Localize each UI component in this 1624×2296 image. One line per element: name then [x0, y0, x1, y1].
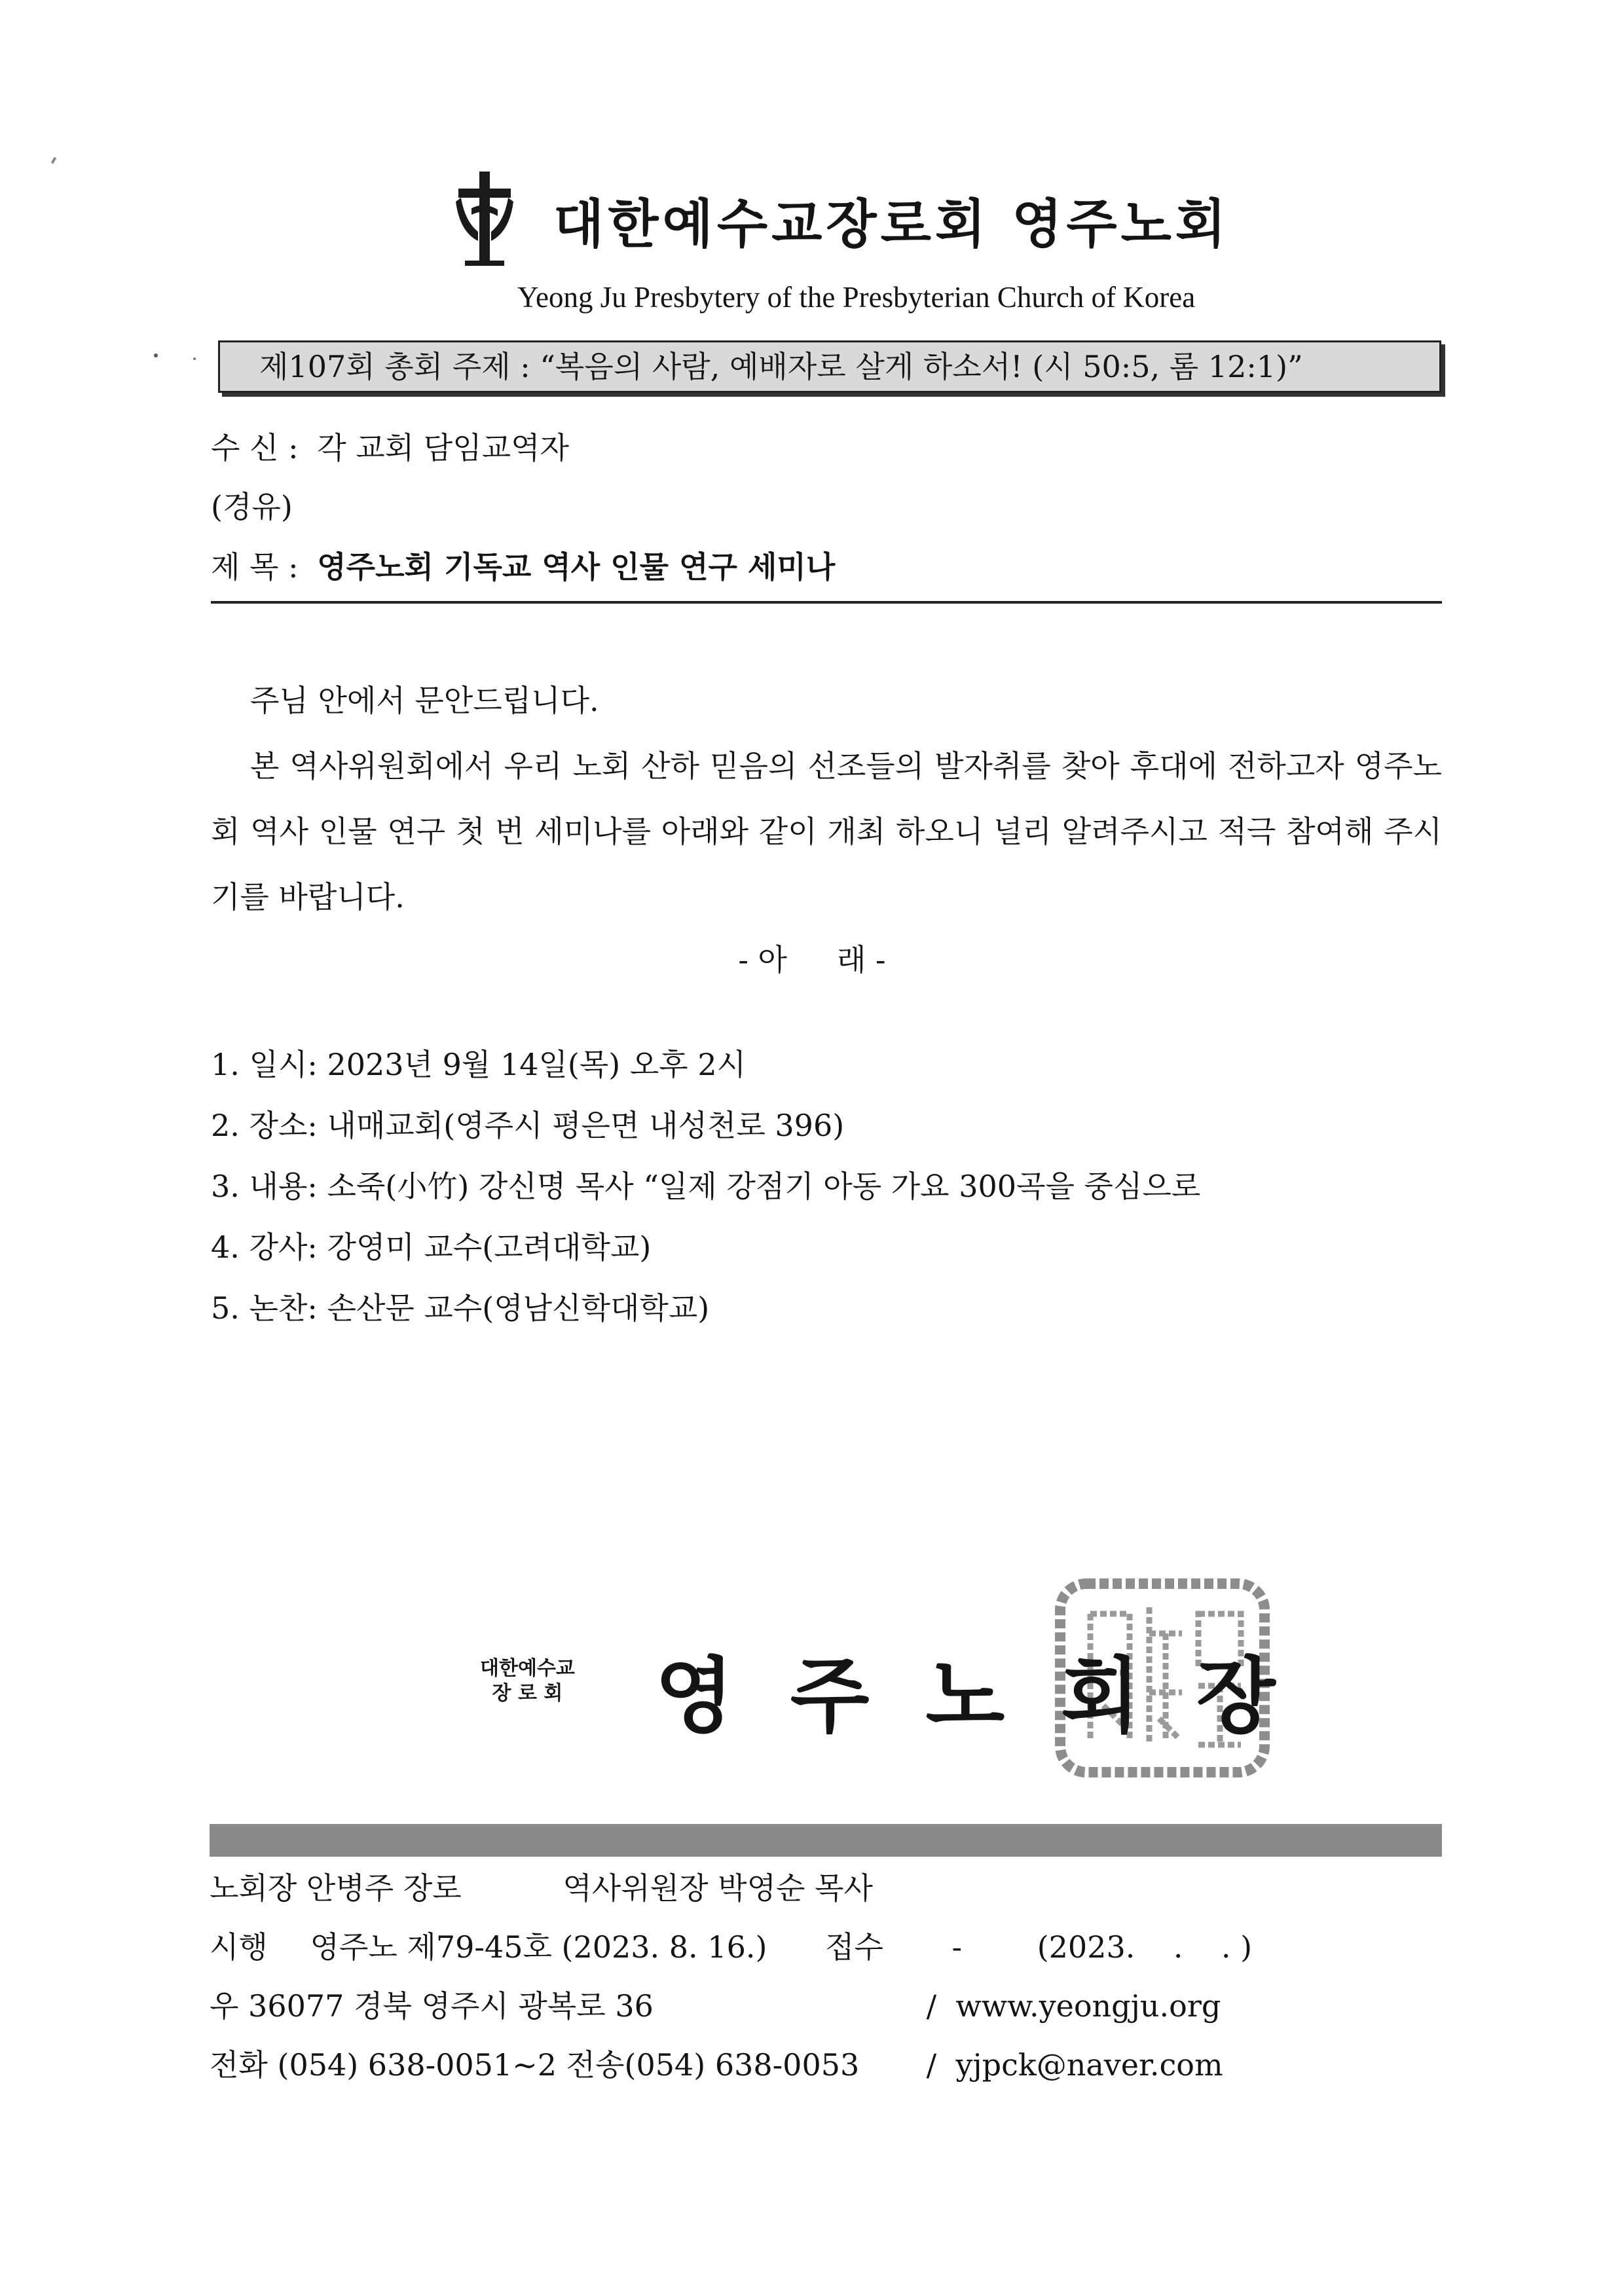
issue-number: 영주노 제79-45호 (2023. 8. 16.) [310, 1929, 767, 1965]
event-details-list [211, 1034, 1200, 1339]
footer-divider-bar [210, 1824, 1442, 1857]
below-heading-left: - 아 [738, 942, 787, 977]
recipient-value: 각 교회 담임교역자 [317, 430, 569, 465]
scan-speck [154, 354, 158, 357]
below-heading [0, 936, 1624, 979]
subject-label: 제 목 : [211, 549, 299, 585]
org-title: 대한예수교장로회 영주노회 [553, 193, 1230, 255]
org-english-name: Yeong Ju Presbytery of the Presbyterian Church of Korea [517, 281, 1196, 314]
list-item-content: 3. 내용: 소죽(小竹) 강신명 목사 “일제 강점기 아동 가요 300곡을 중심으로 [211, 1169, 1201, 1204]
recipient-row [211, 424, 569, 467]
recipient-label: 수 신 : [211, 430, 299, 465]
footer-issue-row [210, 1923, 1252, 1967]
greeting-text: 주님 안에서 문안드립니다. [250, 683, 599, 718]
list-item-date: 1. 일시: 2023년 9월 14일(목) 오후 2시 [211, 1047, 747, 1082]
scan-speck [193, 357, 196, 360]
list-item-discussant: 5. 논찬: 손산문 교수(영남신학대학교) [211, 1290, 710, 1326]
signature-org-small [480, 1656, 575, 1706]
postal-address: 우 36077 경북 영주시 광복로 36 [210, 1988, 654, 2024]
footer-officers [210, 1865, 873, 1908]
signature-small-line2: 장 로 회 [492, 1682, 563, 1705]
phone-fax: 전화 (054) 638-0051~2 전송(054) 638-0053 [210, 2047, 860, 2083]
header-divider [211, 601, 1442, 604]
cross-logo-icon [452, 169, 517, 267]
list-item-lecturer: 4. 강사: 강영미 교수(고려대학교) [211, 1230, 652, 1265]
footer-address-row [210, 1982, 1221, 2026]
committee-chair-name: 역사위원장 박영순 목사 [563, 1870, 873, 1906]
assembly-theme-banner: 제107회 총회 주제 : “복음의 사람, 예배자로 살게 하소서! (시 50:5, 롬 12:1)” [218, 340, 1441, 393]
below-heading-right: 래 - [837, 942, 886, 977]
subject-value: 영주노회 기독교 역사 인물 연구 세미나 [317, 549, 836, 585]
receipt-value: - [951, 1929, 963, 1965]
signature-title: 영주노회장 [655, 1649, 1332, 1744]
list-item-place: 2. 장소: 내매교회(영주시 평은면 내성천로 396) [211, 1108, 845, 1143]
receipt-label: 접수 [825, 1929, 883, 1965]
letter-body [211, 668, 1442, 930]
moderator-name: 노회장 안병주 장로 [210, 1870, 462, 1906]
email-link[interactable]: / yjpck@naver.com [926, 2047, 1223, 2083]
via-line: (경유) [211, 489, 293, 524]
receipt-date: (2023. . . ) [1037, 1929, 1253, 1965]
subject-row [211, 543, 835, 587]
scan-speck [51, 157, 56, 164]
footer-contact-row [210, 2041, 1223, 2085]
issue-label: 시행 [210, 1929, 268, 1965]
signature-small-line1: 대한예수교 [480, 1657, 575, 1680]
body-paragraph: 본 역사위원회에서 우리 노회 산하 믿음의 선조들의 발자취를 찾아 후대에 전하고자 영주노회 역사 인물 연구 첫 번 세미나를 아래와 같이 개최 하오니 널리 알려주시고 적극 참여해 주시기를 바랍니다. [211, 748, 1442, 915]
website-link[interactable]: / www.yeongju.org [926, 1988, 1221, 2024]
